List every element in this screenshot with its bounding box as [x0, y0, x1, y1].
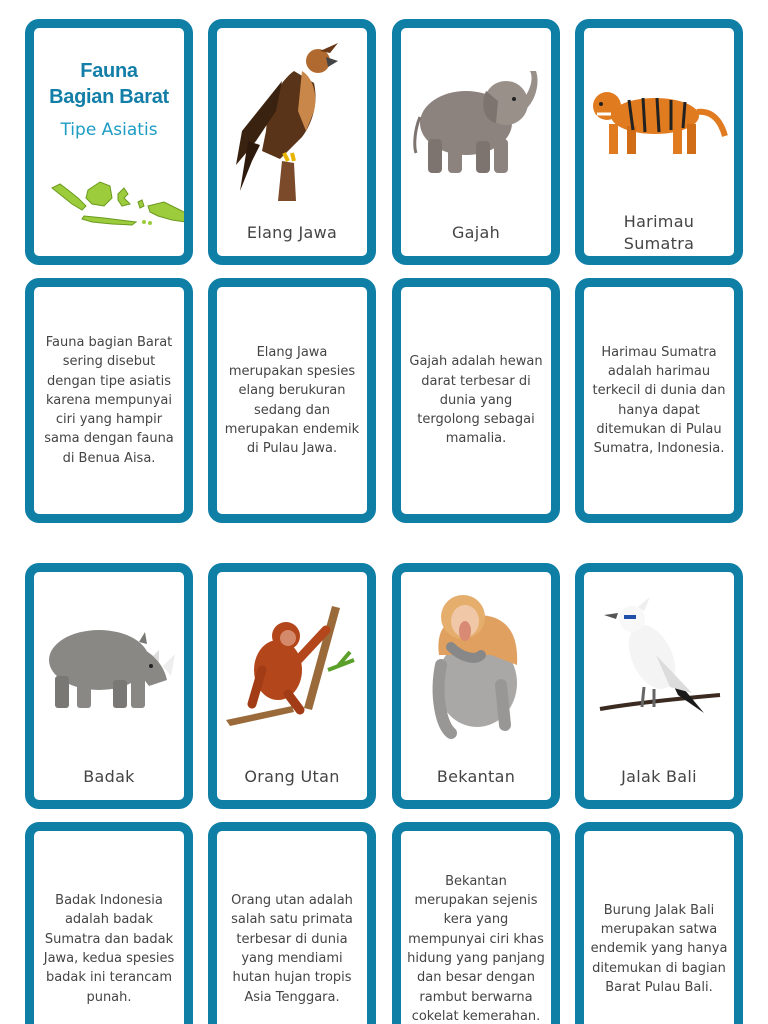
animal-name: Badak: [83, 767, 135, 786]
description-text: Orang utan adalah salah satu primata terbesar di dunia yang mendiami hutan hujan tropis Asia Tenggara.: [231, 893, 353, 1005]
animal-card-jalak-bali: [575, 563, 743, 809]
animal-name: Jalak Bali: [621, 767, 697, 786]
indonesia-map-image: [48, 176, 188, 236]
animal-name: Bekantan: [436, 767, 516, 786]
description-text: Elang Jawa merupakan spesies elang berukuran sedang dan merupakan endemik di Pulau Jawa.: [224, 344, 360, 457]
animal-card-elang-jawa: [208, 19, 376, 265]
tiger-image: [589, 76, 729, 166]
description-card: [208, 822, 376, 1024]
proboscis-monkey-image: [421, 585, 531, 745]
description-text: Fauna bagian Barat sering disebut dengan tipe asiatis karena mempunyai ciri yang hampir sama dengan fauna di Benua Aisa.: [44, 334, 174, 466]
description-text: Burung Jalak Bali merupakan satwa endemik yang hanya ditemukan di bagian Barat Pulau Bali.: [590, 902, 728, 995]
animal-name: Elang Jawa: [246, 223, 338, 242]
description-card: [25, 822, 193, 1024]
description-card: [392, 822, 560, 1024]
description-card: [575, 822, 743, 1024]
orangutan-image: [222, 600, 362, 730]
animal-name: Gajah: [451, 223, 501, 242]
elephant-image: [406, 61, 546, 181]
animal-name: Orang Utan: [244, 767, 340, 786]
description-text: Harimau Sumatra adalah harimau terkecil di dunia dan hanya dapat ditemukan di Pulau Sumatra, Indonesia.: [592, 344, 726, 457]
title-line-2: Bagian Barat: [49, 86, 169, 108]
description-text: Gajah adalah hewan darat terbesar di dunia yang tergolong sebagai mamalia.: [409, 354, 543, 447]
description-card: [208, 278, 376, 523]
description-text: Badak Indonesia adalah badak Sumatra dan badak Jawa, kedua spesies badak ini terancam punah.: [43, 893, 175, 1005]
description-card: [25, 278, 193, 523]
description-text: Bekantan merupakan sejenis kera yang mempunyai ciri khas hidung yang panjang dan besar dengan rambut berwarna cokelat kemerahan.: [407, 873, 545, 1024]
description-card: [575, 278, 743, 523]
title-line-1: Fauna: [80, 60, 138, 82]
animal-card-badak: [25, 563, 193, 809]
description-card: [392, 278, 560, 523]
animal-name: Harimau Sumatra: [623, 212, 695, 253]
title-card: [25, 19, 193, 265]
animal-card-harimau-sumatra: [575, 19, 743, 265]
animal-card-orang-utan: [208, 563, 376, 809]
title-subtitle: Tipe Asiatis: [60, 120, 158, 140]
bali-starling-image: [594, 595, 724, 735]
rhinoceros-image: [39, 610, 179, 720]
animal-card-bekantan: [392, 563, 560, 809]
animal-card-gajah: [392, 19, 560, 265]
eagle-image: [222, 41, 362, 201]
